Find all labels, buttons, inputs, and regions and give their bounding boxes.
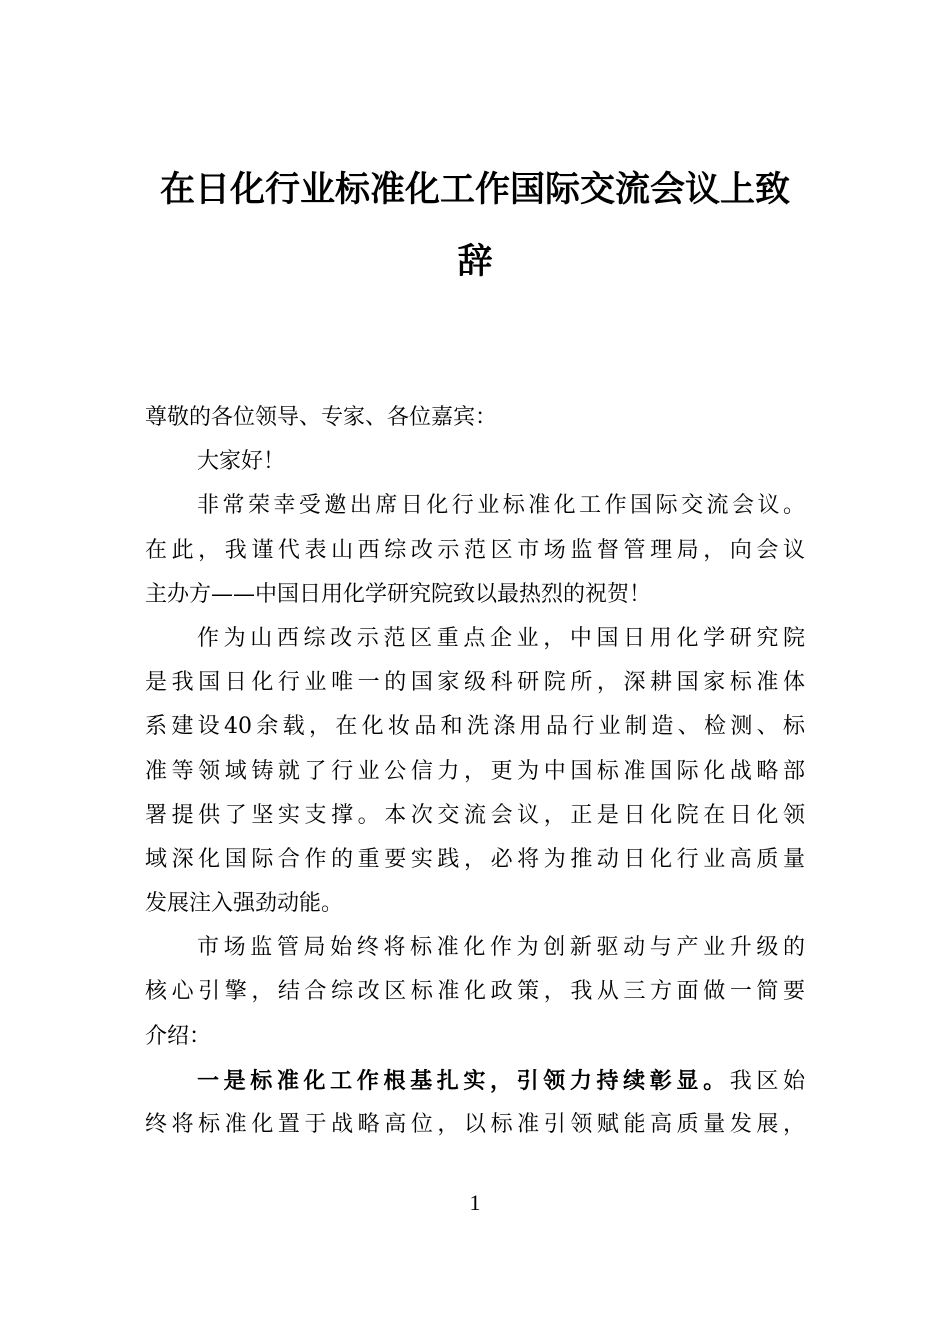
text-line: 在此，我谨代表山西综改示范区市场监督管理局，向会议 — [145, 537, 805, 563]
text-line: 域深化国际合作的重要实践，必将为推动日化行业高质量 — [145, 846, 805, 872]
title-line-2: 辞 — [457, 241, 493, 282]
text-line: 非常荣幸受邀出席日化行业标准化工作国际交流会议。 — [197, 493, 805, 519]
text-run: 我区始 — [729, 1068, 805, 1094]
text-line: 是我国日化行业唯一的国家级科研院所，深耕国家标准体 — [145, 670, 805, 696]
text-line: 核心引擎，结合综改区标准化政策，我从三方面做一简要 — [145, 979, 805, 1005]
text-line: 准等领域铸就了行业公信力，更为中国标准国际化战略部 — [145, 758, 805, 784]
text-line: 作为山西综改示范区重点企业，中国日用化学研究院 — [197, 625, 805, 651]
text-line: 署提供了坚实支撑。本次交流会议，正是日化院在日化领 — [145, 802, 805, 828]
text-line: 介绍： — [145, 1023, 212, 1049]
bold-heading: 一是标准化工作根基扎实，引领力持续彰显。 — [197, 1067, 730, 1094]
document-title — [140, 154, 810, 298]
document-body — [145, 396, 805, 1147]
text-line: 大家好！ — [197, 449, 286, 475]
text-line: 市场监管局始终将标准化作为创新驱动与产业升级的 — [197, 935, 805, 961]
text-line: 发展注入强劲动能。 — [145, 891, 344, 917]
page-number: 1 — [469, 1190, 481, 1215]
text-line-bold-heading — [145, 1059, 805, 1103]
text-line: 终将标准化置于战略高位，以标准引领赋能高质量发展， — [145, 1112, 805, 1137]
text-line: 尊敬的各位领导、专家、各位嘉宾： — [145, 405, 498, 430]
title-line-1: 在日化行业标准化工作国际交流会议上致 — [159, 169, 790, 210]
text-line: 系建设40余载，在化妆品和洗涤用品行业制造、检测、标 — [145, 714, 805, 740]
text-line: 主办方——中国日用化学研究院致以最热烈的祝贺！ — [145, 581, 652, 607]
